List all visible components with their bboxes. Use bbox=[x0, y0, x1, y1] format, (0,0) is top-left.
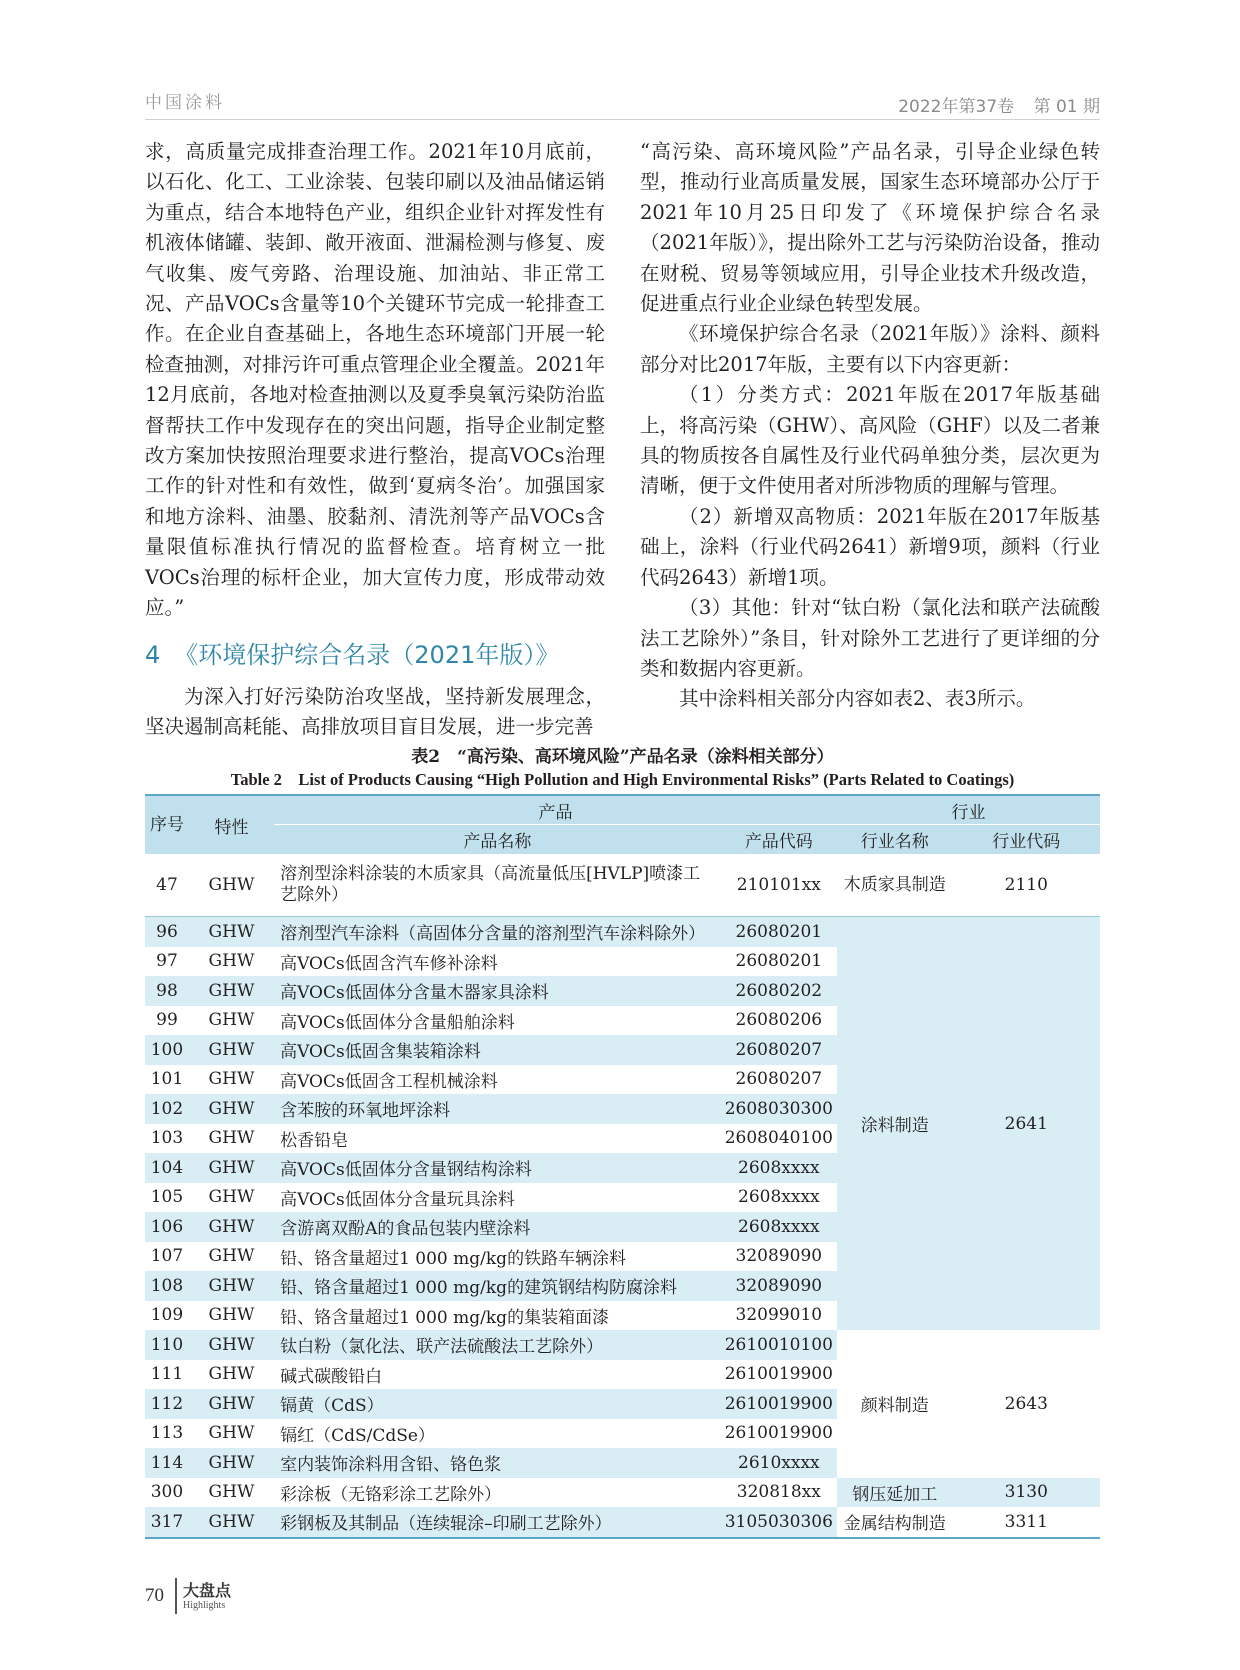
cell-property: GHW bbox=[189, 1212, 274, 1242]
cell-product-name: 镉红（CdS/CdSe） bbox=[280, 1425, 435, 1446]
cell-seq: 114 bbox=[145, 1448, 189, 1478]
cell-product-code: 26080206 bbox=[735, 1010, 823, 1031]
cell-product-name: 溶剂型汽车涂料（高固体分含量的溶剂型汽车涂料除外） bbox=[274, 917, 721, 947]
cell-seq: 317 bbox=[145, 1507, 189, 1538]
cell-industry-name: 颜料制造 bbox=[837, 1330, 953, 1478]
table-row bbox=[145, 1507, 1100, 1538]
cell-seq: 97 bbox=[156, 951, 178, 972]
table-caption-cn: 表2 “高污染、高环境风险”产品名录（涂料相关部分） bbox=[411, 747, 834, 767]
left-column bbox=[145, 137, 605, 742]
cell-seq: 107 bbox=[150, 1246, 184, 1267]
table-body bbox=[145, 854, 1100, 1538]
cell-industry-name: 木质家具制造 bbox=[837, 854, 953, 917]
cell-industry-code: 2643 bbox=[953, 1330, 1100, 1478]
cell-property: GHW bbox=[208, 951, 255, 972]
cell-product-code: 320818xx bbox=[736, 1482, 821, 1503]
header-industry-code: 行业代码 bbox=[953, 825, 1100, 855]
cell-product-name: 高VOCs低固体分含量船舶涂料 bbox=[280, 1012, 515, 1033]
cell-product-name: 彩钢板及其制品（连续辊涂–印刷工艺除外） bbox=[274, 1507, 721, 1538]
header-seq: 序号 bbox=[145, 795, 189, 854]
section-heading bbox=[145, 638, 605, 672]
cell-product-name: 高VOCs低固含汽车修补涂料 bbox=[280, 953, 498, 974]
cell-seq: 100 bbox=[145, 1035, 189, 1065]
footer-section-cn: 大盘点 bbox=[183, 1581, 232, 1600]
cell-product-name: 室内装饰涂料用含铅、铬色浆 bbox=[274, 1448, 721, 1478]
product-table bbox=[145, 794, 1100, 1539]
cell-product-code: 210101xx bbox=[736, 874, 821, 895]
header-industry-name: 行业名称 bbox=[837, 825, 953, 855]
cell-product-name: 彩涂板（无铬彩涂工艺除外） bbox=[280, 1484, 502, 1505]
cell-product-code: 26080202 bbox=[721, 976, 837, 1006]
cell-property: GHW bbox=[208, 1128, 255, 1149]
cell-product-code: 3105030306 bbox=[721, 1507, 837, 1538]
cell-property: GHW bbox=[208, 1482, 255, 1503]
cell-product-name: 高VOCs低固体分含量钢结构涂料 bbox=[274, 1153, 721, 1183]
cell-product-name: 高VOCs低固体分含量木器家具涂料 bbox=[274, 976, 721, 1006]
cell-seq: 112 bbox=[145, 1389, 189, 1419]
cell-product-name: 溶剂型涂料涂装的木质家具（高流量低压[HVLP]喷漆工艺除外） bbox=[280, 864, 701, 905]
cell-seq: 300 bbox=[150, 1482, 184, 1503]
cell-seq: 47 bbox=[156, 874, 178, 895]
cell-industry-code: 2110 bbox=[953, 854, 1100, 917]
header-rule bbox=[145, 119, 1100, 120]
table-row bbox=[145, 854, 1100, 917]
cell-seq: 110 bbox=[145, 1330, 189, 1360]
cell-property: GHW bbox=[208, 1364, 255, 1385]
page-number: 70 bbox=[145, 1585, 164, 1606]
cell-property: GHW bbox=[208, 1423, 255, 1444]
cell-product-name: 碱式碳酸铅白 bbox=[280, 1366, 383, 1387]
cell-product-code: 2610019900 bbox=[724, 1423, 833, 1444]
cell-property: GHW bbox=[189, 917, 274, 947]
cell-product-code: 32089090 bbox=[721, 1271, 837, 1301]
cell-product-code: 2608xxxx bbox=[721, 1212, 837, 1242]
cell-property: GHW bbox=[189, 1035, 274, 1065]
cell-product-name: 含游离双酚A的食品包装内壁涂料 bbox=[274, 1212, 721, 1242]
cell-product-code: 2610xxxx bbox=[721, 1448, 837, 1478]
cell-product-name: 铅、铬含量超过1 000 mg/kg的建筑钢结构防腐涂料 bbox=[274, 1271, 721, 1301]
cell-property: GHW bbox=[189, 1507, 274, 1538]
right-paragraph-2: 《环境保护综合名录（2021年版）》涂料、颜料部分对比2017年版，主要有以下内容更新： bbox=[640, 322, 1100, 376]
cell-industry-code: 3130 bbox=[953, 1478, 1100, 1508]
cell-property: GHW bbox=[189, 1094, 274, 1124]
cell-product-code: 26080201 bbox=[721, 917, 837, 947]
cell-industry-code: 2641 bbox=[953, 917, 1100, 1331]
cell-product-code: 2608xxxx bbox=[721, 1153, 837, 1183]
year-volume: 2022年第37卷 bbox=[898, 97, 1015, 117]
cell-industry-name: 钢压延加工 bbox=[837, 1478, 953, 1508]
cell-property: GHW bbox=[189, 1153, 274, 1183]
header-industry: 行业 bbox=[837, 795, 1100, 825]
cell-seq: 103 bbox=[150, 1128, 184, 1149]
cell-property: GHW bbox=[208, 1010, 255, 1031]
cell-product-code: 26080201 bbox=[735, 951, 823, 972]
cell-seq: 105 bbox=[150, 1187, 184, 1208]
cell-seq: 111 bbox=[150, 1364, 184, 1385]
cell-seq: 113 bbox=[150, 1423, 184, 1444]
cell-product-name: 含苯胺的环氧地坪涂料 bbox=[274, 1094, 721, 1124]
footer-section-en: Highlights bbox=[183, 1600, 226, 1611]
cell-property: GHW bbox=[208, 874, 255, 895]
issue-info bbox=[884, 92, 1100, 117]
cell-seq: 106 bbox=[145, 1212, 189, 1242]
left-paragraph-2: 为深入打好污染防治攻坚战，坚持新发展理念，坚决遏制高耗能、高排放项目盲目发展，进一步完善 bbox=[145, 684, 605, 738]
right-column bbox=[640, 137, 1100, 715]
cell-product-code: 32089090 bbox=[735, 1246, 823, 1267]
footer-divider bbox=[175, 1578, 177, 1614]
cell-product-name: 高VOCs低固含集装箱涂料 bbox=[274, 1035, 721, 1065]
cell-product-name: 铅、铬含量超过1 000 mg/kg的集装箱面漆 bbox=[280, 1307, 610, 1328]
header-property: 特性 bbox=[189, 795, 274, 854]
cell-seq: 102 bbox=[145, 1094, 189, 1124]
cell-property: GHW bbox=[208, 1069, 255, 1090]
cell-product-code: 2610019900 bbox=[721, 1389, 837, 1419]
left-paragraph-1: 求，高质量完成排查治理工作。2021年10月底前，以石化、化工、工业涂装、包装印刷以及油品储运销为重点，结合本地特色产业，组织企业针对挥发性有机液体储罐、装卸、敞开液面、泄漏检测与修复、废气收集、废气旁路、治理设施、加油站、非正常工况、产品VOCs含量等10个关键环节完成一轮排查工作。在企业自查基础上，各地生态环境部门开展一轮检查抽测，对排污许可重点管理企业全覆盖。2021年12月底前，各地对检查抽测以及夏季臭氧污染防治监督帮扶工作中发现存在的突出问题，指导企业制定整改方案加快按照治理要求进行整治，提高VOCs治理工作的针对性和有效性，做到‘夏病冬治’。加强国家和地方涂料、油墨、胶黏剂、清洗剂等产品VOCs含量限值标准执行情况的监督检查。培育树立一批VOCs治理的标杆企业，加大宣传力度，形成带动效应。” bbox=[145, 140, 605, 620]
cell-property: GHW bbox=[208, 1187, 255, 1208]
cell-product-name: 钛白粉（氯化法、联产法硫酸法工艺除外） bbox=[274, 1330, 721, 1360]
cell-product-name: 高VOCs低固体分含量玩具涂料 bbox=[280, 1189, 515, 1210]
table-row bbox=[145, 1478, 1100, 1508]
right-paragraph-5: （3）其他：针对“钛白粉（氯化法和联产法硫酸法工艺除外）”条目，针对除外工艺进行了更详细的分类和数据内容更新。 bbox=[640, 596, 1100, 680]
cell-property: GHW bbox=[189, 1448, 274, 1478]
cell-industry-code: 3311 bbox=[953, 1507, 1100, 1538]
header-product-code: 产品代码 bbox=[721, 825, 837, 855]
cell-product-code: 26080207 bbox=[721, 1035, 837, 1065]
cell-product-code: 2610019900 bbox=[724, 1364, 833, 1385]
header-product: 产品 bbox=[274, 795, 837, 825]
right-paragraph-6: 其中涂料相关部分内容如表2、表3所示。 bbox=[679, 687, 1036, 711]
section-number: 4 bbox=[145, 640, 161, 669]
cell-property: GHW bbox=[189, 1389, 274, 1419]
table-caption-en: Table 2 List of Products Causing “High Pollution and High Environmental Risks” (Parts Related to Coatings) bbox=[230, 770, 1015, 789]
cell-product-name: 镉黄（CdS） bbox=[274, 1389, 721, 1419]
cell-seq: 101 bbox=[150, 1069, 184, 1090]
right-paragraph-3: （1）分类方式：2021年版在2017年版基础上，将高污染（GHW）、高风险（GHF）以及二者兼具的物质按各自属性及行业代码单独分类，层次更为清晰，便于文件使用者对所涉物质的理解与管理。 bbox=[640, 383, 1100, 498]
cell-product-name: 铅、铬含量超过1 000 mg/kg的铁路车辆涂料 bbox=[280, 1248, 627, 1269]
cell-product-code: 2608040100 bbox=[724, 1128, 833, 1149]
cell-product-name: 高VOCs低固含工程机械涂料 bbox=[280, 1071, 498, 1092]
cell-product-code: 32099010 bbox=[735, 1305, 823, 1326]
section-title: 《环境保护综合名录（2021年版）》 bbox=[174, 640, 560, 669]
table-row bbox=[145, 1330, 1100, 1360]
cell-seq: 108 bbox=[145, 1271, 189, 1301]
cell-product-code: 2608xxxx bbox=[738, 1187, 820, 1208]
right-paragraph-1: “高污染、高环境风险”产品名录，引导企业绿色转型，推动行业高质量发展，国家生态环境部办公厅于2021年10月25日印发了《环境保护综合名录（2021年版）》，提出除外工艺与污染防治设备，推动在财税、贸易等领域应用，引导企业技术升级改造，促进重点行业企业绿色转型发展。 bbox=[640, 140, 1100, 316]
cell-property: GHW bbox=[208, 1305, 255, 1326]
journal-name: 中国涂料 bbox=[145, 93, 225, 113]
table-header bbox=[145, 795, 1100, 854]
cell-property: GHW bbox=[189, 1271, 274, 1301]
cell-industry-name: 涂料制造 bbox=[837, 917, 953, 1331]
cell-product-name: 松香铅皂 bbox=[280, 1130, 349, 1151]
cell-seq: 104 bbox=[145, 1153, 189, 1183]
cell-property: GHW bbox=[189, 1330, 274, 1360]
issue-number: 第 01 期 bbox=[1033, 97, 1100, 117]
cell-product-code: 26080207 bbox=[735, 1069, 823, 1090]
cell-seq: 96 bbox=[145, 917, 189, 947]
header-product-name: 产品名称 bbox=[274, 825, 721, 855]
cell-property: GHW bbox=[189, 976, 274, 1006]
cell-seq: 109 bbox=[150, 1305, 184, 1326]
cell-product-code: 2608030300 bbox=[721, 1094, 837, 1124]
right-paragraph-4: （2）新增双高物质：2021年版在2017年版基础上，涂料（行业代码2641）新增9项，颜料（行业代码2643）新增1项。 bbox=[640, 504, 1100, 589]
cell-seq: 98 bbox=[145, 976, 189, 1006]
table-row bbox=[145, 917, 1100, 947]
cell-product-code: 2610010100 bbox=[721, 1330, 837, 1360]
cell-industry-name: 金属结构制造 bbox=[837, 1507, 953, 1538]
cell-property: GHW bbox=[208, 1246, 255, 1267]
cell-seq: 99 bbox=[156, 1010, 178, 1031]
